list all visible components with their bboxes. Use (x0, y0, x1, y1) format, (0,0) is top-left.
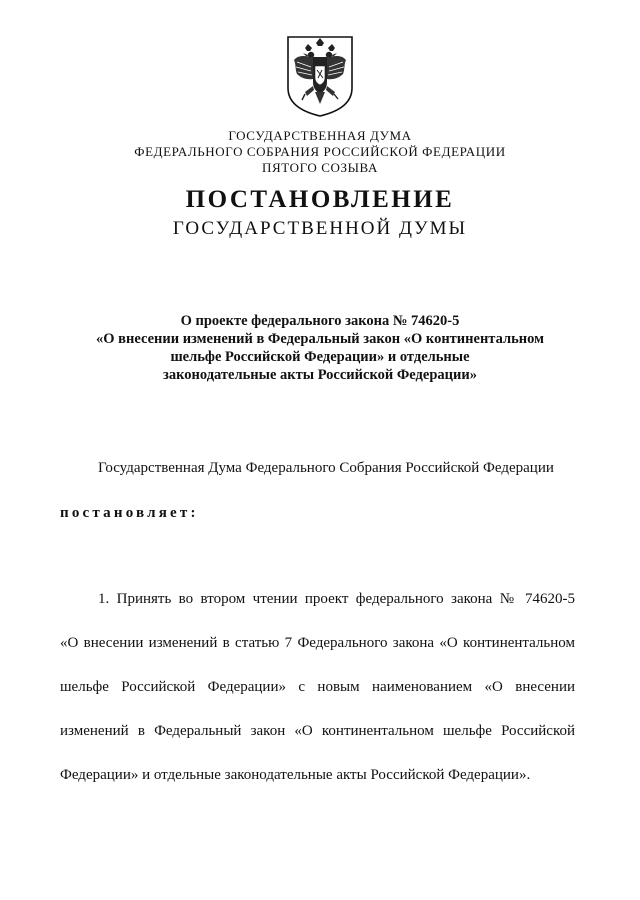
header-convocation: ПЯТОГО СОЗЫВА (262, 160, 378, 175)
clause-1-line-4: изменений в Федеральный закон «О континентальном шельфе Российской (60, 723, 575, 739)
clause-1-line-5: Федерации» и отдельные законодательные акты Российской Федерации». (60, 767, 531, 783)
clause-1-line-2: «О внесении изменений в статью 7 Федерального закона «О континентальном (60, 635, 575, 651)
subject-line-1: О проекте федерального закона № 74620-5 (180, 313, 460, 329)
subject-line-2: «О внесении изменений в Федеральный закон «О континентальном (96, 331, 544, 347)
clause-1-line-1: 1. Принять во втором чтении проект федерального закона № 74620-5 (98, 591, 575, 607)
preamble-text: Государственная Дума Федерального Собрания Российской Федерации (98, 460, 554, 476)
document-title: ПОСТАНОВЛЕНИЕ (185, 186, 455, 213)
subject-line-3: шельфе Российской Федерации» и отдельные (170, 349, 470, 365)
document-subtitle: ГОСУДАРСТВЕННОЙ ДУМЫ (172, 218, 468, 239)
header-federal-assembly: ФЕДЕРАЛЬНОГО СОБРАНИЯ РОССИЙСКОЙ ФЕДЕРАЦИИ (134, 144, 506, 159)
header-duma: ГОСУДАРСТВЕННАЯ ДУМА (228, 128, 412, 143)
coat-of-arms-emblem (285, 34, 355, 118)
subject-line-4: законодательные акты Российской Федерации» (163, 367, 477, 383)
resolves-text: постановляет: (60, 505, 199, 521)
clause-1-line-3: шельфе Российской Федерации» с новым наименованием «О внесении (60, 679, 575, 695)
